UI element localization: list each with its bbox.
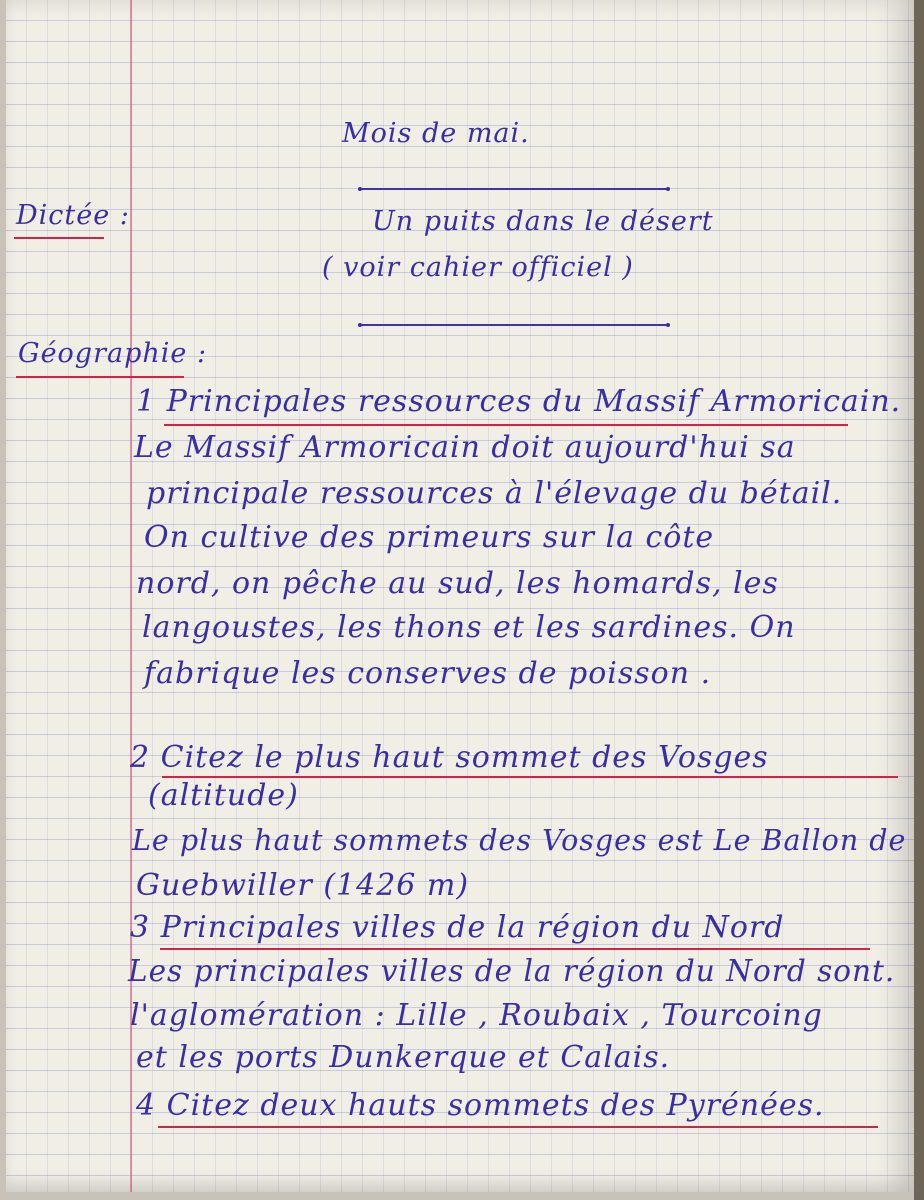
answer-1-line: Le Massif Armoricain doit aujourd'hui sa xyxy=(134,430,796,465)
page-edge xyxy=(914,0,924,1200)
answer-2-line: Guebwiller (1426 m) xyxy=(136,868,470,903)
dictee-title: Un puits dans le désert xyxy=(372,206,714,237)
rule-dot xyxy=(358,323,362,327)
question-1-underline xyxy=(164,424,848,426)
answer-1-line: On cultive des primeurs sur la côte xyxy=(144,520,715,555)
answer-2-line: Le plus haut sommets des Vosges est Le Ballon de xyxy=(132,824,907,857)
question-4: 4 Citez deux hauts sommets des Pyrénées. xyxy=(136,1088,825,1123)
dictee-note: ( voir cahier officiel ) xyxy=(322,252,634,283)
title-rule-bottom xyxy=(360,324,668,326)
dictee-label: Dictée : xyxy=(16,200,130,231)
notebook-page xyxy=(6,0,914,1192)
answer-1-line: fabrique les conserves de poisson . xyxy=(144,656,712,691)
answer-1-line: principale ressources à l'élevage du bétail. xyxy=(146,476,843,511)
rule-dot xyxy=(666,187,670,191)
title-rule-top xyxy=(360,188,668,190)
geography-heading: Géographie : xyxy=(18,338,208,369)
question-3-underline xyxy=(160,948,870,950)
month-title: Mois de mai. xyxy=(342,118,530,149)
answer-3-line: et les ports Dunkerque et Calais. xyxy=(136,1040,671,1075)
answer-3-line: Les principales villes de la région du Nord sont. xyxy=(128,954,896,988)
question-4-underline xyxy=(158,1126,878,1128)
question-2-altitude: (altitude) xyxy=(148,778,299,813)
answer-3-line: l'aglomération : Lille , Roubaix , Tourcoing xyxy=(130,998,823,1033)
question-2: 2 Citez le plus haut sommet des Vosges xyxy=(130,740,769,775)
question-1: 1 Principales ressources du Massif Armoricain. xyxy=(136,384,902,419)
rule-dot xyxy=(666,323,670,327)
dictee-underline xyxy=(14,237,104,239)
answer-1-line: langoustes, les thons et les sardines. On xyxy=(142,610,796,645)
geography-underline xyxy=(16,376,184,378)
answer-1-line: nord, on pêche au sud, les homards, les xyxy=(136,566,779,601)
question-3: 3 Principales villes de la région du Nord xyxy=(130,910,785,945)
rule-dot xyxy=(358,187,362,191)
